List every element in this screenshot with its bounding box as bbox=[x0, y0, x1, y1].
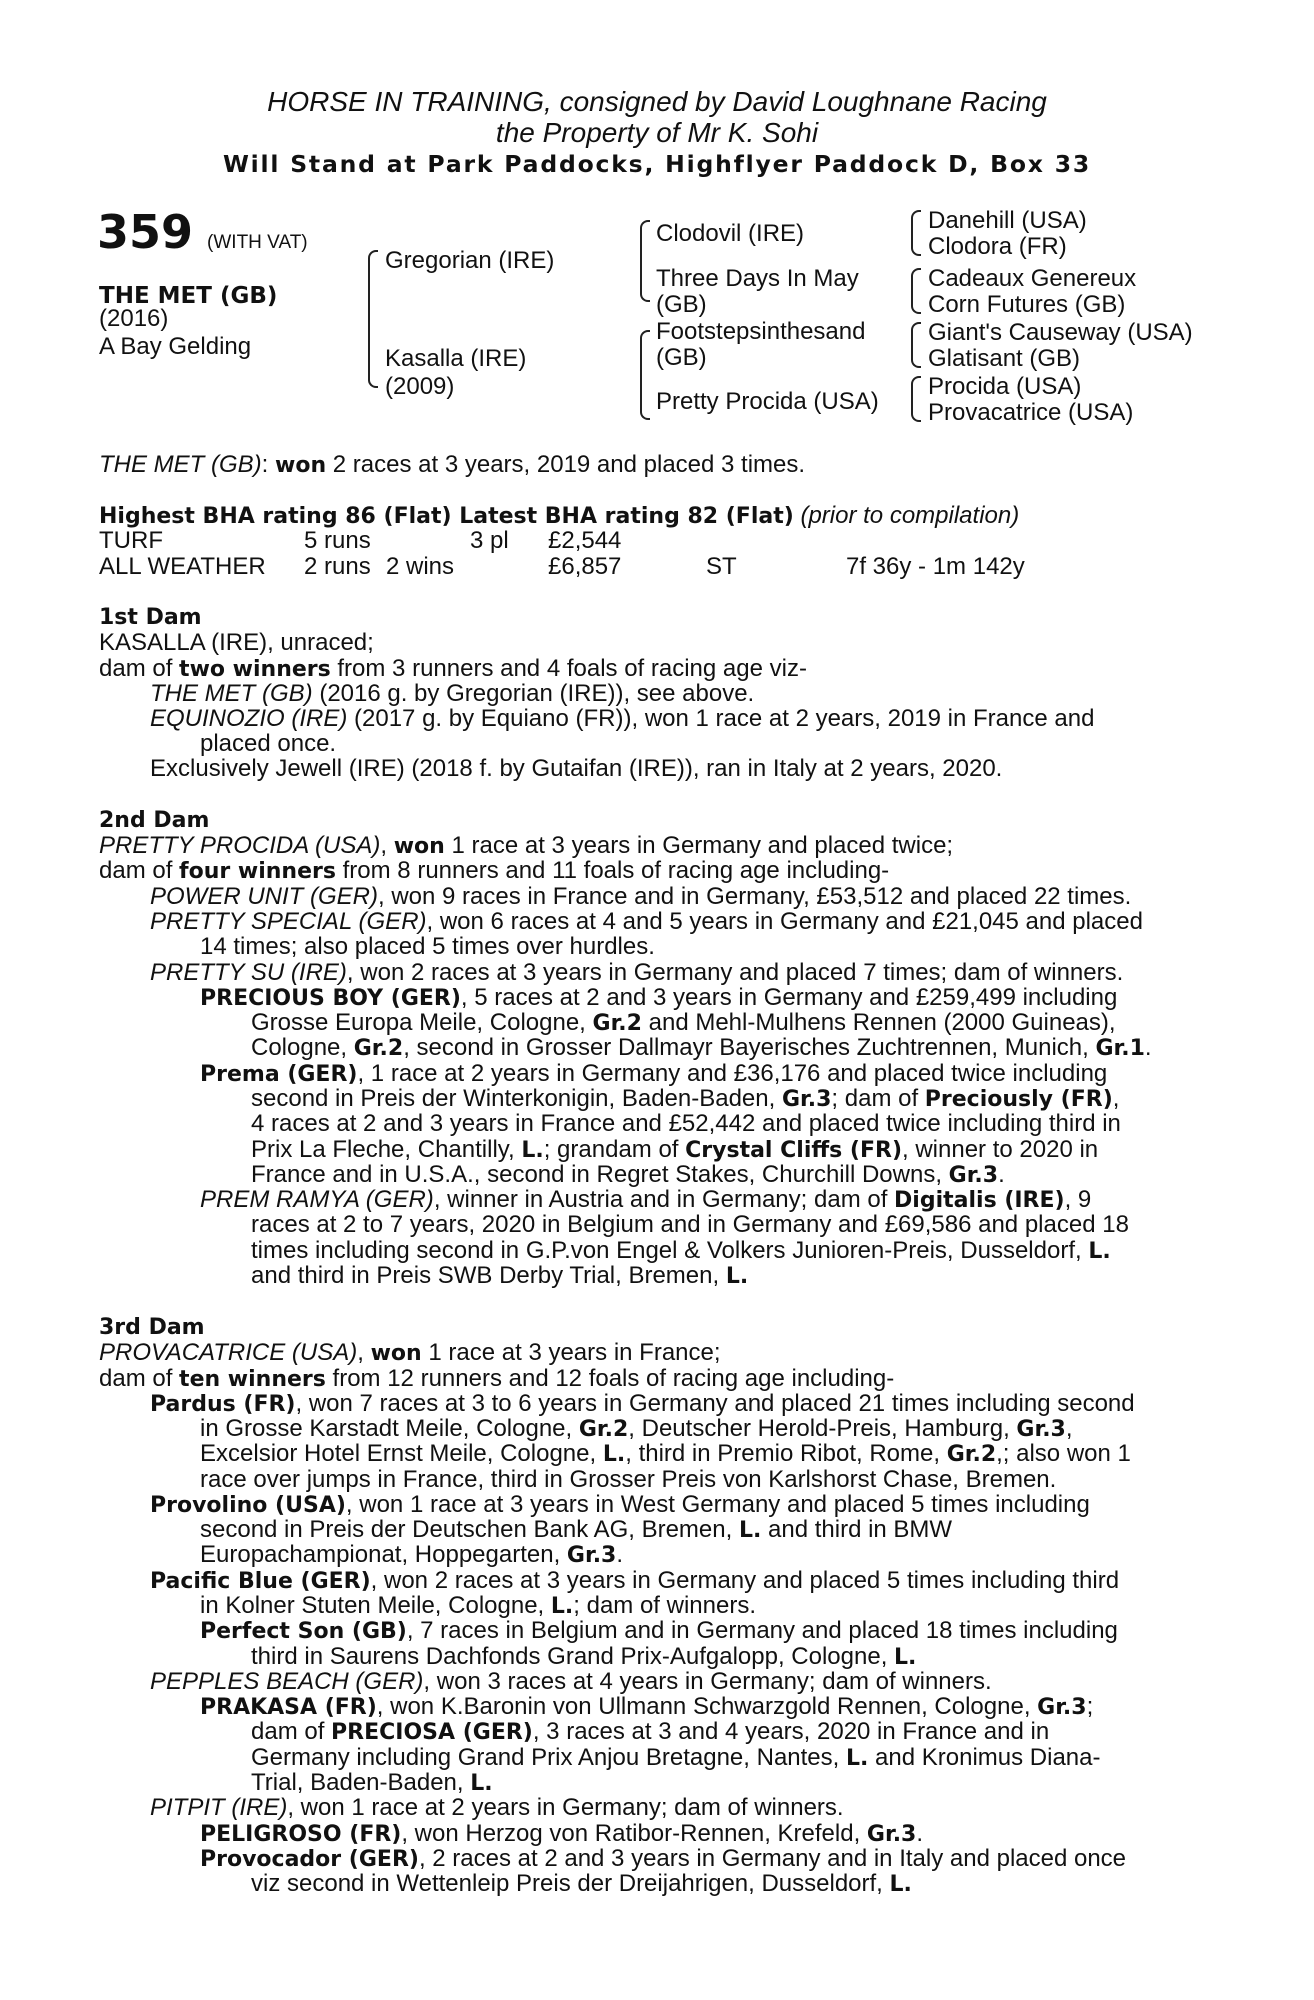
dam1-line: Exclusively Jewell (IRE) (2018 f. by Gutaifan (IRE)), ran in Italy at 2 years, 2020. bbox=[150, 755, 1003, 782]
pedigree-sire-sire: Clodovil (IRE) bbox=[656, 220, 805, 247]
dam3-line: second in Preis der Deutschen Bank AG, Bremen, L. and third in BMW bbox=[200, 1516, 953, 1543]
dam2-line: second in Preis der Winterkonigin, Baden-Baden, Gr.3; dam of Preciously (FR), bbox=[251, 1085, 1120, 1112]
dam2-line: France and in U.S.A., second in Regret Stakes, Churchill Downs, Gr.3. bbox=[251, 1161, 1005, 1188]
pedigree-dds: Procida (USA) bbox=[928, 373, 1082, 400]
dam2-line: PRETTY SU (IRE), won 2 races at 3 years in Germany and placed 7 times; dam of winners. bbox=[150, 959, 1124, 986]
pedigree-dam-year: (2009) bbox=[385, 373, 455, 400]
record-aw-prize: £6,857 bbox=[548, 553, 622, 580]
record-aw-label: ALL WEATHER bbox=[99, 553, 266, 580]
section-heading-1st-dam: 1st Dam bbox=[99, 605, 202, 630]
horse-year: (2016) bbox=[99, 305, 169, 332]
pedigree-bracket bbox=[911, 268, 921, 314]
dam3-line: in Grosse Karstadt Meile, Cologne, Gr.2, Deutscher Herold-Preis, Hamburg, Gr.3, bbox=[200, 1415, 1073, 1442]
dam3-line: PELIGROSO (FR), won Herzog von Ratibor-Rennen, Krefeld, Gr.3. bbox=[200, 1820, 924, 1847]
dam2-line: Grosse Europa Meile, Cologne, Gr.2 and Mehl-Mulhens Rennen (2000 Guineas), bbox=[251, 1009, 1116, 1036]
dam3-line: Pardus (FR), won 7 races at 3 to 6 years in Germany and placed 21 times including second bbox=[150, 1390, 1135, 1417]
dam1-line: EQUINOZIO (IRE) (2017 g. by Equiano (FR)), won 1 race at 2 years, 2019 in France and bbox=[150, 705, 1095, 732]
record-aw-wins: 2 wins bbox=[386, 553, 455, 580]
pedigree-dam-dam: Pretty Procida (USA) bbox=[656, 388, 879, 415]
dam2-line: Cologne, Gr.2, second in Grosser Dallmayr Bayerisches Zuchtrennen, Munich, Gr.1. bbox=[251, 1034, 1152, 1061]
dam3-line: race over jumps in France, third in Grosser Preis von Karlshorst Chase, Bremen. bbox=[200, 1466, 1057, 1493]
bha-ratings: Highest BHA rating 86 (Flat) Latest BHA rating 82 (Flat) (prior to compilation) bbox=[99, 502, 1020, 529]
race-summary: THE MET (GB): won 2 races at 3 years, 2019 and placed 3 times. bbox=[99, 451, 806, 478]
dam3-line: PROVACATRICE (USA), won 1 race at 3 years in France; bbox=[99, 1339, 721, 1366]
dam2-line: PRETTY SPECIAL (GER), won 6 races at 4 and 5 years in Germany and £21,045 and placed bbox=[150, 908, 1143, 935]
pedigree-sds: Cadeaux Genereux bbox=[928, 265, 1137, 292]
pedigree-dam-sire-2: (GB) bbox=[656, 344, 707, 371]
dam2-line: POWER UNIT (GER), won 9 races in France and in Germany, £53,512 and placed 22 times. bbox=[150, 883, 1132, 910]
pedigree-sire: Gregorian (IRE) bbox=[385, 247, 555, 274]
pedigree-ddd: Provacatrice (USA) bbox=[928, 399, 1134, 426]
section-heading-2nd-dam: 2nd Dam bbox=[99, 808, 210, 833]
record-aw-surface: ST bbox=[706, 553, 737, 580]
dam1-line: dam of two winners from 3 runners and 4 foals of racing age viz- bbox=[99, 655, 807, 682]
pedigree-dss: Giant's Causeway (USA) bbox=[928, 319, 1193, 346]
pedigree-dam: Kasalla (IRE) bbox=[385, 345, 527, 372]
pedigree-sss: Danehill (USA) bbox=[928, 207, 1087, 234]
pedigree-bracket bbox=[911, 322, 921, 368]
dam1-line: KASALLA (IRE), unraced; bbox=[99, 629, 374, 656]
record-turf-prize: £2,544 bbox=[548, 527, 622, 554]
section-heading-3rd-dam: 3rd Dam bbox=[99, 1315, 205, 1340]
dam2-line: races at 2 to 7 years, 2020 in Belgium and in Germany and £69,586 and placed 18 bbox=[251, 1211, 1129, 1238]
dam3-line: dam of ten winners from 12 runners and 12 foals of racing age including- bbox=[99, 1365, 895, 1392]
dam2-line: and third in Preis SWB Derby Trial, Bremen, L. bbox=[251, 1262, 749, 1289]
dam3-line: PEPPLES BEACH (GER), won 3 races at 4 years in Germany; dam of winners. bbox=[150, 1668, 992, 1695]
pedigree-bracket bbox=[368, 250, 378, 388]
horse-name: THE MET (GB) bbox=[99, 283, 278, 309]
record-turf-label: TURF bbox=[99, 527, 163, 554]
pedigree-sire-dam: Three Days In May bbox=[656, 265, 859, 292]
dam3-line: PRAKASA (FR), won K.Baronin von Ullmann Schwarzgold Rennen, Cologne, Gr.3; bbox=[200, 1693, 1094, 1720]
dam3-line: Pacific Blue (GER), won 2 races at 3 years in Germany and placed 5 times including third bbox=[150, 1567, 1120, 1594]
record-turf-runs: 5 runs bbox=[304, 527, 371, 554]
dam2-line: Prix La Fleche, Chantilly, L.; grandam of Crystal Cliffs (FR), winner to 2020 in bbox=[251, 1136, 1099, 1163]
dam2-line: dam of four winners from 8 runners and 11 foals of racing age including- bbox=[99, 857, 890, 884]
dam2-line: times including second in G.P.von Engel & Volkers Junioren-Preis, Dusseldorf, L. bbox=[251, 1237, 1111, 1264]
header-consignor: HORSE IN TRAINING, consigned by David Loughnane Racing bbox=[267, 86, 1047, 117]
dam1-line: THE MET (GB) (2016 g. by Gregorian (IRE)), see above. bbox=[150, 680, 755, 707]
vat-note: (WITH VAT) bbox=[207, 232, 308, 253]
header-property: the Property of Mr K. Sohi bbox=[495, 117, 819, 148]
dam3-line: Europachampionat, Hoppegarten, Gr.3. bbox=[200, 1541, 624, 1568]
dam2-line: 4 races at 2 and 3 years in France and £52,442 and placed twice including third in bbox=[251, 1110, 1121, 1137]
dam1-line: placed once. bbox=[200, 730, 337, 757]
dam3-line: Provolino (USA), won 1 race at 3 years in West Germany and placed 5 times including bbox=[150, 1491, 1090, 1518]
dam2-line: Prema (GER), 1 race at 2 years in Germany and £36,176 and placed twice including bbox=[200, 1060, 1108, 1087]
dam3-line: third in Saurens Dachfonds Grand Prix-Aufgalopp, Cologne, L. bbox=[251, 1643, 917, 1670]
pedigree-bracket bbox=[911, 376, 921, 422]
pedigree-bracket bbox=[640, 220, 650, 302]
dam3-line: in Kolner Stuten Meile, Cologne, L.; dam of winners. bbox=[200, 1592, 757, 1619]
record-aw-distance: 7f 36y - 1m 142y bbox=[846, 553, 1025, 580]
dam2-line: 14 times; also placed 5 times over hurdles. bbox=[200, 933, 655, 960]
header-location: Will Stand at Park Paddocks, Highflyer Paddock D, Box 33 bbox=[222, 150, 1092, 178]
lot-number: 359 (WITH VAT) bbox=[97, 205, 308, 259]
dam2-line: PRETTY PROCIDA (USA), won 1 race at 3 years in Germany and placed twice; bbox=[99, 832, 954, 859]
dam2-line: PREM RAMYA (GER), winner in Austria and in Germany; dam of Digitalis (IRE), 9 bbox=[200, 1186, 1092, 1213]
pedigree-dam-sire: Footstepsinthesand bbox=[656, 318, 866, 345]
dam3-line: PITPIT (IRE), won 1 race at 2 years in Germany; dam of winners. bbox=[150, 1794, 844, 1821]
dam2-line: PRECIOUS BOY (GER), 5 races at 2 and 3 years in Germany and £259,499 including bbox=[200, 984, 1118, 1011]
pedigree-sdd: Corn Futures (GB) bbox=[928, 291, 1126, 318]
record-turf-placed: 3 pl bbox=[470, 527, 509, 554]
pedigree-sire-dam-2: (GB) bbox=[656, 291, 707, 318]
pedigree-dsd: Glatisant (GB) bbox=[928, 345, 1081, 372]
pedigree-ssd: Clodora (FR) bbox=[928, 233, 1067, 260]
dam3-line: Perfect Son (GB), 7 races in Belgium and in Germany and placed 18 times including bbox=[200, 1617, 1118, 1644]
pedigree-bracket bbox=[911, 210, 921, 256]
dam3-line: Provocador (GER), 2 races at 2 and 3 years in Germany and in Italy and placed once bbox=[200, 1845, 1127, 1872]
dam3-line: viz second in Wettenleip Preis der Dreijahrigen, Dusseldorf, L. bbox=[251, 1870, 912, 1897]
pedigree-bracket bbox=[640, 330, 650, 420]
dam3-line: Trial, Baden-Baden, L. bbox=[251, 1769, 493, 1796]
dam3-line: dam of PRECIOSA (GER), 3 races at 3 and 4 years, 2020 in France and in bbox=[251, 1718, 1050, 1745]
dam3-line: Excelsior Hotel Ernst Meile, Cologne, L., third in Premio Ribot, Rome, Gr.2,; also won 1 bbox=[200, 1440, 1131, 1467]
horse-description: A Bay Gelding bbox=[99, 333, 252, 360]
dam3-line: Germany including Grand Prix Anjou Bretagne, Nantes, L. and Kronimus Diana- bbox=[251, 1744, 1101, 1771]
record-aw-runs: 2 runs bbox=[304, 553, 371, 580]
